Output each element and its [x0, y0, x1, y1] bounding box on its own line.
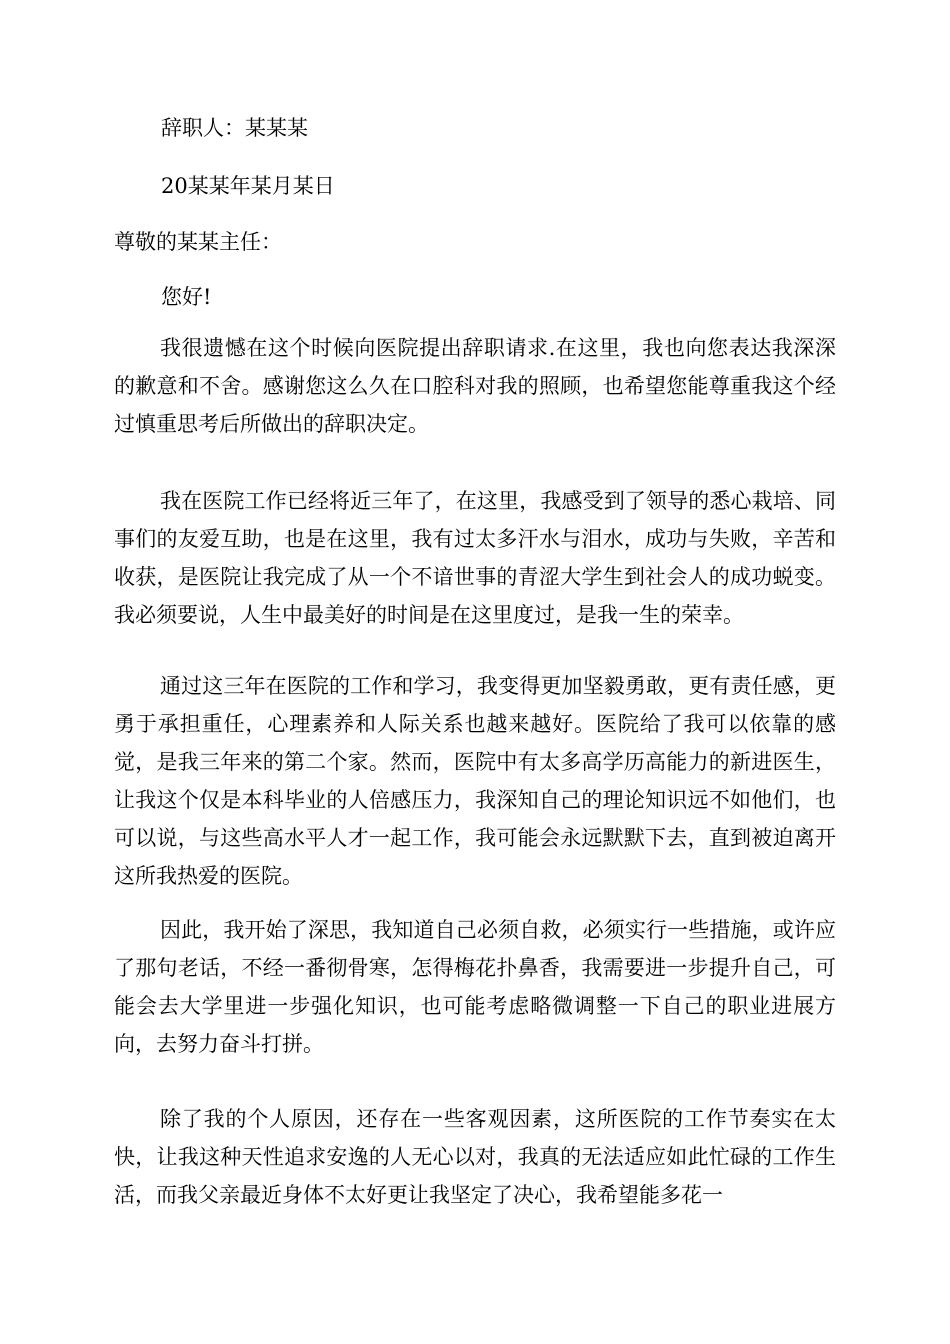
resigner-line: 辞职人：某某某 — [161, 116, 308, 140]
date-line: 20某某年某月某日 — [161, 174, 335, 198]
paragraph-3: 通过这三年在医院的工作和学习，我变得更加坚毅勇敢，更有责任感，更勇于承担重任，心理素养和人际关系也越来越好。医院给了我可以依靠的感觉，是我三年来的第二个家。然而，医院中有太多高学历高能力的新进医生，让我这个仅是本科毕业的人倍感压力，我深知自己的理论知识远不如他们，也可以说，与这些高水平人才一起工作，我可能会永远默默下去，直到被迫离开这所我热爱的医院。 — [114, 674, 836, 888]
salutation: 尊敬的某某主任： — [114, 230, 282, 254]
greeting: 您好! — [161, 285, 212, 309]
paragraph-2: 我在医院工作已经将近三年了，在这里，我感受到了领导的悉心栽培、同事们的友爱互助，也是在这里，我有过太多汗水与泪水，成功与失败，辛苦和收获，是医院让我完成了从一个不谙世事的青涩大学生到社会人的成功蜕变。我必须要说，人生中最美好的时间是在这里度过，是我一生的荣幸。 — [114, 489, 836, 627]
paragraph-5: 除了我的个人原因，还存在一些客观因素，这所医院的工作节奏实在太快，让我这种天性追求安逸的人无心以对，我真的无法适应如此忙碌的工作生活，而我父亲最近身体不太好更让我坚定了决心，我希望能多花一 — [114, 1107, 836, 1207]
paragraph-1: 我很遗憾在这个时候向医院提出辞职请求.在这里，我也向您表达我深深的歉意和不舍。感谢您这么久在口腔科对我的照顾，也希望您能尊重我这个经过慎重思考后所做出的辞职决定。 — [114, 336, 836, 436]
paragraph-4: 因此，我开始了深思，我知道自己必须自救，必须实行一些措施，或许应了那句老话，不经一番彻骨寒，怎得梅花扑鼻香，我需要进一步提升自己，可能会去大学里进一步强化知识，也可能考虑略微调整一下自己的职业进展方向，去努力奋斗打拼。 — [114, 918, 836, 1056]
